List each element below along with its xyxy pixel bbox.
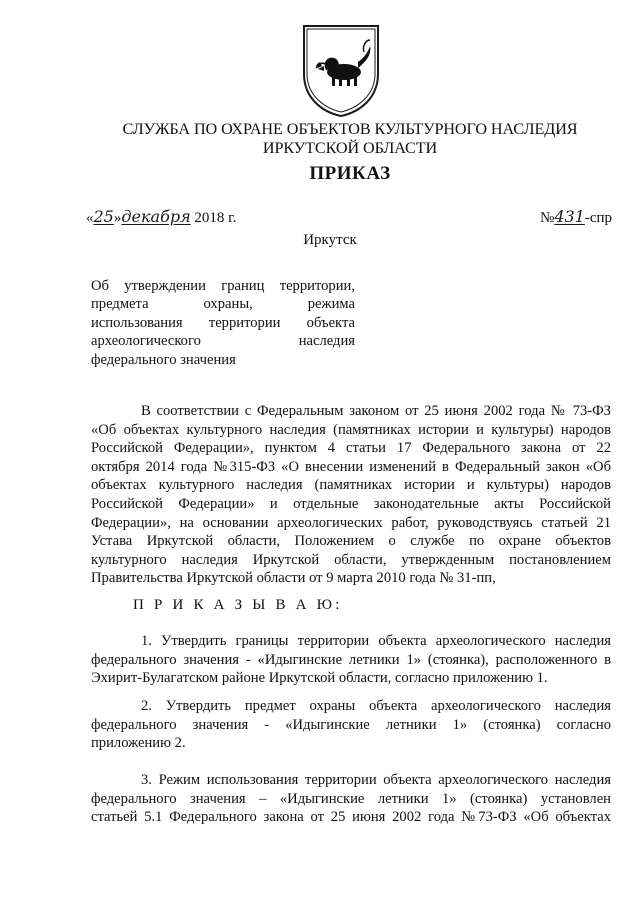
organization-name-line-1: СЛУЖБА ПО ОХРАНЕ ОБЪЕКТОВ КУЛЬТУРНОГО НАСЛЕДИЯ <box>122 120 578 138</box>
paragraph-line: приложению 2. <box>91 735 186 752</box>
paragraph-line: «Об объектах культурного наследия (памятниках истории и культуры) народов <box>91 421 611 438</box>
paragraph-line: федерального значения – «Идыгинские летники 1» (стоянка) установлен <box>91 790 611 807</box>
paragraph-line: 3. Режим использования территории объекта археологического наследия <box>141 772 611 788</box>
order-item-2 <box>91 697 611 753</box>
document-city: Иркутск <box>303 232 357 248</box>
paragraph-line: культурного наследия Иркутской области, утвержденным постановлением <box>91 551 611 568</box>
paragraph-line: Российской Федерации», пунктом 4 статьи 17 Федерального закона от 22 <box>91 440 611 457</box>
paragraph-line: федерального значения - «Идыгинские летники 1» (стоянка) согласно <box>91 716 611 733</box>
paragraph-line: Правительства Иркутской области от 9 марта 2010 года № 31-пп, <box>91 570 496 587</box>
document-subject <box>91 277 355 369</box>
subject-line: Об утверждении границ территории, <box>91 278 355 294</box>
document-date <box>86 207 236 227</box>
subject-line: федерального значения <box>91 351 236 368</box>
date-day: 25 <box>93 207 114 226</box>
paragraph-line: Российской Федерации» и отдельные законодательные акты Российской <box>91 495 611 512</box>
date-close-quote: » <box>113 210 122 226</box>
paragraph-line: Федерации», на основании археологических работ, руководствуясь статьей 21 <box>91 514 611 531</box>
paragraph-line: объектах культурного наследия (памятниках истории и культуры) народов <box>91 477 611 494</box>
paragraph-line: Устава Иркутской области, Положением о службе по охране объектов <box>91 533 611 550</box>
number-prefix: № <box>540 210 555 226</box>
date-open-quote: « <box>86 210 94 226</box>
date-month: декабря <box>121 207 191 226</box>
coat-of-arms-icon <box>300 22 382 118</box>
subject-line: использования территории объекта <box>91 314 355 331</box>
document-number <box>540 207 612 227</box>
date-year: 2018 г. <box>194 210 237 226</box>
preamble-paragraph <box>91 402 611 588</box>
paragraph-line: статьей 5.1 Федерального закона от 25 июня 2002 года №73-ФЗ «Об объектах <box>91 809 611 826</box>
paragraph-line: октября 2014 года №315-ФЗ «О внесении изменений в Федеральный закон «Об <box>91 458 611 475</box>
paragraph-line: В соответствии с Федеральным законом от 25 июня 2002 года № 73-ФЗ <box>141 403 611 419</box>
number-value: 431 <box>554 207 585 226</box>
number-suffix: -спр <box>584 210 613 226</box>
paragraph-line: 2. Утвердить предмет охраны объекта археологического наследия <box>141 698 611 714</box>
order-heading <box>91 596 611 615</box>
subject-line: археологического наследия <box>91 333 355 350</box>
order-word: П Р И К А З Ы В А Ю: <box>133 597 343 613</box>
paragraph-line: Эхирит-Булагатском районе Иркутской области, согласно приложению 1. <box>91 670 548 687</box>
paragraph-line: федерального значения - «Идыгинские летники 1» (стоянка), расположенного в <box>91 651 611 668</box>
organization-name-line-2: ИРКУТСКОЙ ОБЛАСТИ <box>262 139 438 157</box>
subject-line: предмета охраны, режима <box>91 296 355 313</box>
order-item-1 <box>91 632 611 688</box>
document-type-title: ПРИКАЗ <box>309 163 391 184</box>
order-item-3 <box>91 771 611 827</box>
paragraph-line: 1. Утвердить границы территории объекта археологического наследия <box>141 633 611 649</box>
